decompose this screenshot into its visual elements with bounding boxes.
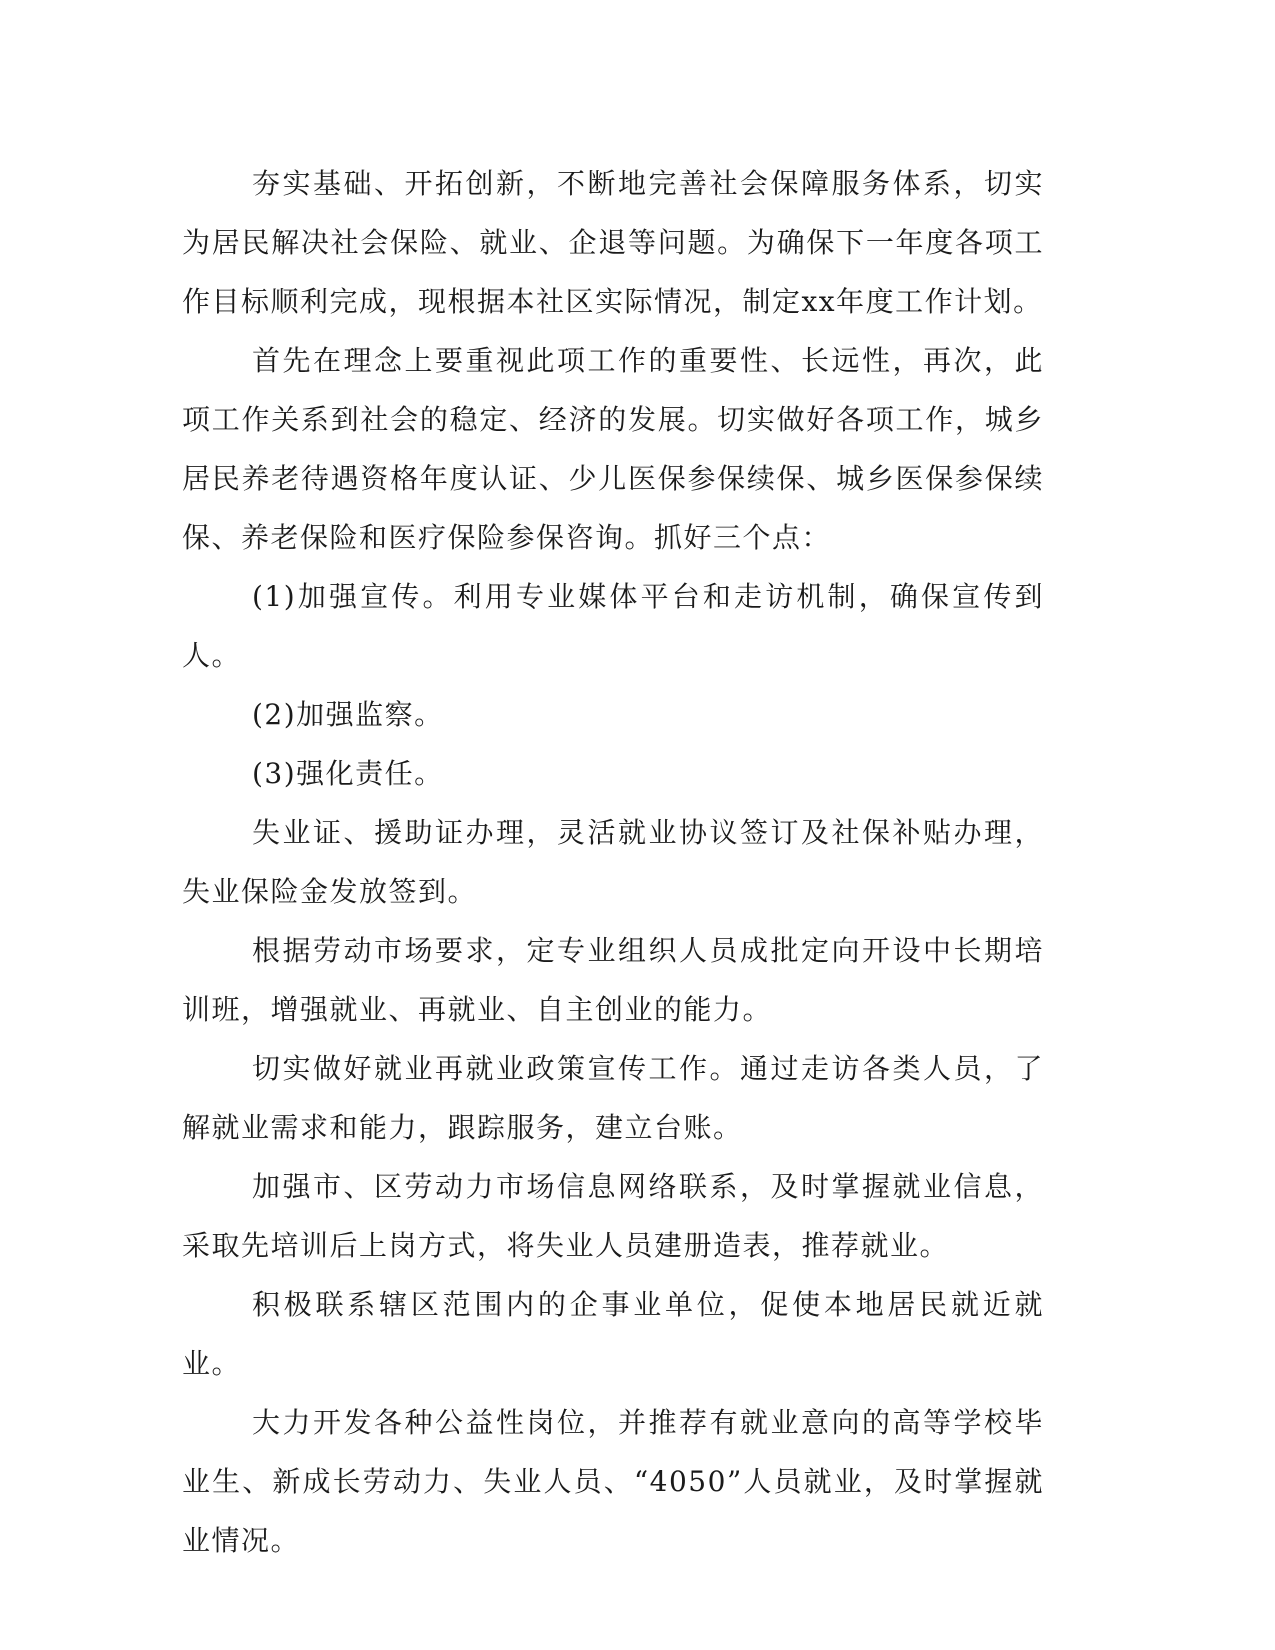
paragraph-public-posts: 大力开发各种公益性岗位，并推荐有就业意向的高等学校毕业生、新成长劳动力、失业人员、“4050”人员就业，及时掌握就业情况。 bbox=[182, 1406, 1044, 1557]
paragraph-policy-publicity: 切实做好就业再就业政策宣传工作。通过走访各类人员，了解就业需求和能力，跟踪服务，建立台账。 bbox=[182, 1052, 1044, 1144]
paragraph-concept: 首先在理念上要重视此项工作的重要性、长远性，再次，此项工作关系到社会的稳定、经济的发展。切实做好各项工作，城乡居民养老待遇资格年度认证、少儿医保参保续保、城乡医保参保续保、养老保险和医疗保险参保咨询。抓好三个点： bbox=[182, 344, 1044, 554]
list-item-publicity: (1)加强宣传。利用专业媒体平台和走访机制，确保宣传到人。 bbox=[182, 580, 1044, 672]
document-body bbox=[182, 154, 1044, 1570]
paragraph-labor-market: 加强市、区劳动力市场信息网络联系，及时掌握就业信息，采取先培训后上岗方式，将失业人员建册造表，推荐就业。 bbox=[182, 1170, 1044, 1262]
paragraph-intro: 夯实基础、开拓创新，不断地完善社会保障服务体系，切实为居民解决社会保险、就业、企退等问题。为确保下一年度各项工作目标顺利完成，现根据本社区实际情况，制定xx年度工作计划。 bbox=[182, 167, 1044, 318]
paragraph-local-employment: 积极联系辖区范围内的企事业单位，促使本地居民就近就业。 bbox=[182, 1288, 1044, 1380]
paragraph-training: 根据劳动市场要求，定专业组织人员成批定向开设中长期培训班，增强就业、再就业、自主创业的能力。 bbox=[182, 934, 1044, 1026]
list-item-responsibility: (3)强化责任。 bbox=[252, 757, 444, 790]
paragraph-unemployment-cert: 失业证、援助证办理，灵活就业协议签订及社保补贴办理，失业保险金发放签到。 bbox=[182, 816, 1044, 908]
list-item-supervision: (2)加强监察。 bbox=[252, 698, 444, 731]
